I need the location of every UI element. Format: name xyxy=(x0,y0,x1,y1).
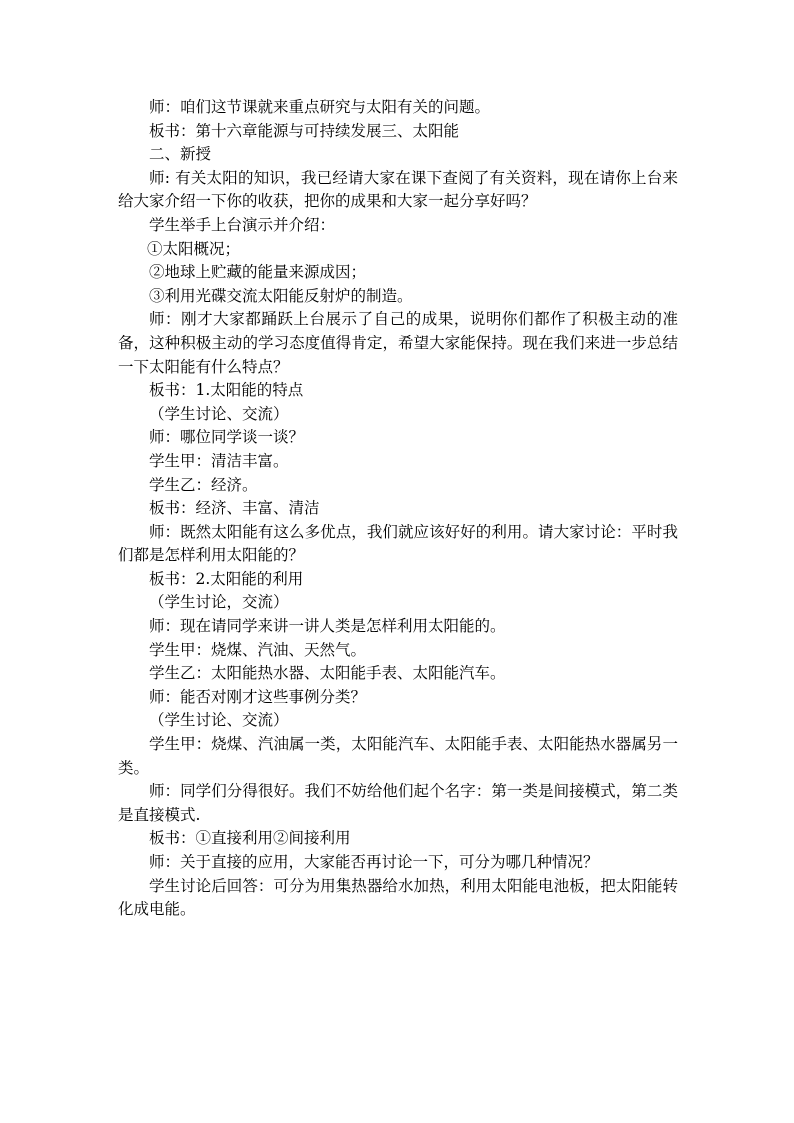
paragraph-students-present: 学生举手上台演示并介绍： xyxy=(149,215,336,234)
paragraph-teacher-usage: 师：既然太阳能有这么多优点，我们就应该好好的利用。请大家讨论：平时我们都是怎样利用太阳能的？ xyxy=(118,522,678,565)
paragraph-teacher-invite: 师: 有关太阳的知识，我已经请大家在课下查阅了有关资料，现在请你上台来给大家介绍一下你的收获，把你的成果和大家一起分享好吗？ xyxy=(118,168,678,211)
section-heading-new-lesson: 二、新授 xyxy=(149,145,212,164)
paragraph-teacher-praise: 师：刚才大家都踊跃上台展示了自己的成果，说明你们都作了积极主动的准备，这种积极主动的学习态度值得肯定，希望大家能保持。现在我们来进一步总结一下太阳能有什么特点？ xyxy=(118,310,678,376)
paragraph-student-a-2: 学生甲：烧煤、汽油、天然气。 xyxy=(149,640,367,659)
list-item-3: ③利用光碟交流太阳能反射炉的制造。 xyxy=(149,286,413,305)
list-item-1: ①太阳概况； xyxy=(147,239,241,258)
paragraph-teacher-classify: 师：能否对刚才这些事例分类？ xyxy=(149,687,367,706)
paragraph-teacher-direct: 师：关于直接的应用，大家能否再讨论一下，可分为哪几种情况？ xyxy=(149,853,599,871)
paragraph-teacher-ask: 师：哪位同学谈一谈？ xyxy=(149,428,305,447)
list-item-2: ②地球上贮藏的能量来源成因； xyxy=(149,263,367,282)
paragraph-board-usage: 板书：2.太阳能的利用 xyxy=(149,569,304,588)
paragraph-student-b-1: 学生乙：经济。 xyxy=(149,475,258,494)
paragraph-student-a-1: 学生甲：清洁丰富。 xyxy=(149,451,289,470)
paragraph-teacher-explain: 师：现在请同学来讲一讲人类是怎样利用太阳能的。 xyxy=(149,617,506,636)
paragraph-board-summary: 板书：经济、丰富、清洁 xyxy=(149,499,320,518)
paragraph-discussion-1: （学生讨论、交流） xyxy=(149,404,289,423)
paragraph-board-features: 板书：1.太阳能的特点 xyxy=(149,381,304,400)
document-page xyxy=(118,96,678,922)
paragraph-board-title: 板书：第十六章能源与可持续发展三、太阳能 xyxy=(149,121,460,140)
paragraph-discussion-2: （学生讨论，交流） xyxy=(149,593,289,612)
paragraph-student-b-2: 学生乙：太阳能热水器、太阳能手表、太阳能汽车。 xyxy=(149,664,506,683)
paragraph-board-direct-indirect: 板书：①直接利用②间接利用 xyxy=(149,829,351,848)
paragraph-students-answer: 学生讨论后回答：可分为用集热器给水加热，利用太阳能电池板，把太阳能转化成电能。 xyxy=(118,876,678,919)
paragraph-teacher-intro: 师：咱们这节课就来重点研究与太阳有关的问题。 xyxy=(149,98,491,116)
paragraph-discussion-3: （学生讨论、交流） xyxy=(149,711,289,730)
paragraph-teacher-names: 师：同学们分得很好。我们不妨给他们起个名字：第一类是间接模式，第二类是直接模式. xyxy=(118,782,678,824)
paragraph-student-a-3: 学生甲：烧煤、汽油属一类，太阳能汽车、太阳能手表、太阳能热水器属另一类。 xyxy=(118,735,678,777)
